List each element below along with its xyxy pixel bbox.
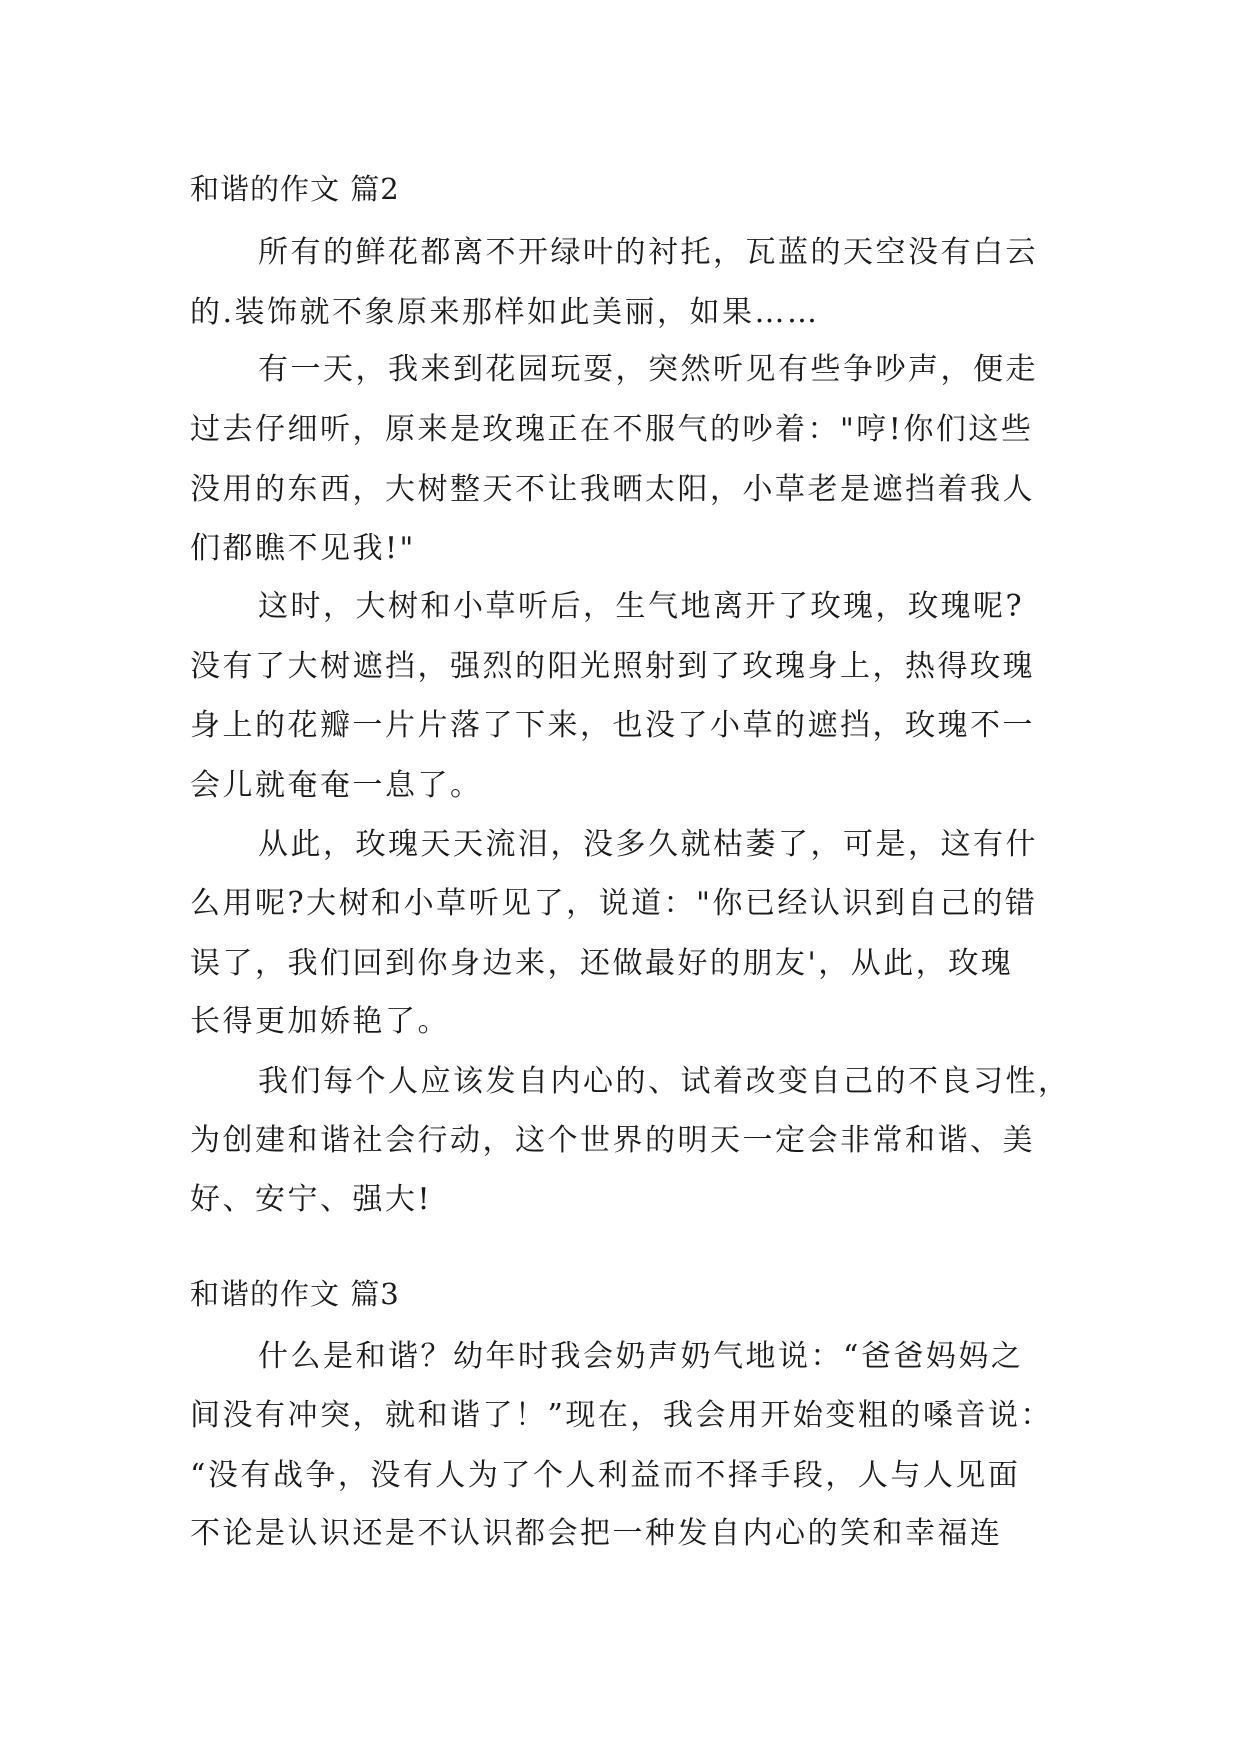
paragraph-line: 这时，大树和小草听后，生气地离开了玫瑰，玫瑰呢?	[258, 589, 1025, 624]
paragraph-line: “没有战争，没有人为了个人利益而不择手段，人与人见面	[190, 1458, 1021, 1493]
paragraph-line: 的.装饰就不象原来那样如此美丽，如果……	[190, 295, 820, 330]
paragraph-line: 过去仔细听，原来是玫瑰正在不服气的吵着："哼!你们这些	[190, 412, 1034, 447]
paragraph-line: 为创建和谐社会行动，这个世界的明天一定会非常和谐、美	[190, 1123, 1035, 1158]
paragraph-line: 好、安宁、强大!	[190, 1182, 433, 1217]
paragraph-line: 不论是认识还是不认识都会把一种发自内心的笑和幸福连	[190, 1516, 1003, 1551]
paragraph-line: 们都瞧不见我!"	[190, 531, 416, 566]
paragraph-line: 么用呢?大树和小草听见了，说道："你已经认识到自己的错	[190, 886, 1038, 921]
paragraph-line: 什么是和谐？幼年时我会奶声奶气地说：“爸爸妈妈之	[258, 1339, 1024, 1374]
paragraph-line: 误了，我们回到你身边来，还做最好的朋友'，从此，玫瑰	[190, 946, 1014, 981]
paragraph-line: 所有的鲜花都离不开绿叶的衬托，瓦蓝的天空没有白云	[258, 235, 1038, 270]
paragraph-line: 有一天，我来到花园玩耍，突然听见有些争吵声，便走	[258, 352, 1038, 387]
paragraph-line: 间没有冲突，就和谐了！”现在，我会用开始变粗的嗓音说：	[190, 1398, 1053, 1433]
paragraph-line: 没有了大树遮挡，强烈的阳光照射到了玫瑰身上，热得玫瑰	[190, 649, 1035, 684]
section-2-title: 和谐的作文 篇2	[190, 172, 400, 206]
section-3-title: 和谐的作文 篇3	[190, 1277, 400, 1311]
paragraph-line: 会儿就奄奄一息了。	[190, 768, 483, 803]
paragraph-line: 身上的花瓣一片片落了下来，也没了小草的遮挡，玫瑰不一	[190, 708, 1035, 743]
paragraph-line: 长得更加娇艳了。	[190, 1004, 450, 1039]
paragraph-line: 我们每个人应该发自内心的、试着改变自己的不良习性，	[258, 1064, 1071, 1099]
paragraph-line: 从此，玫瑰天天流泪，没多久就枯萎了，可是，这有什	[258, 827, 1038, 862]
paragraph-line: 没用的东西，大树整天不让我晒太阳，小草老是遮挡着我人	[190, 472, 1035, 507]
